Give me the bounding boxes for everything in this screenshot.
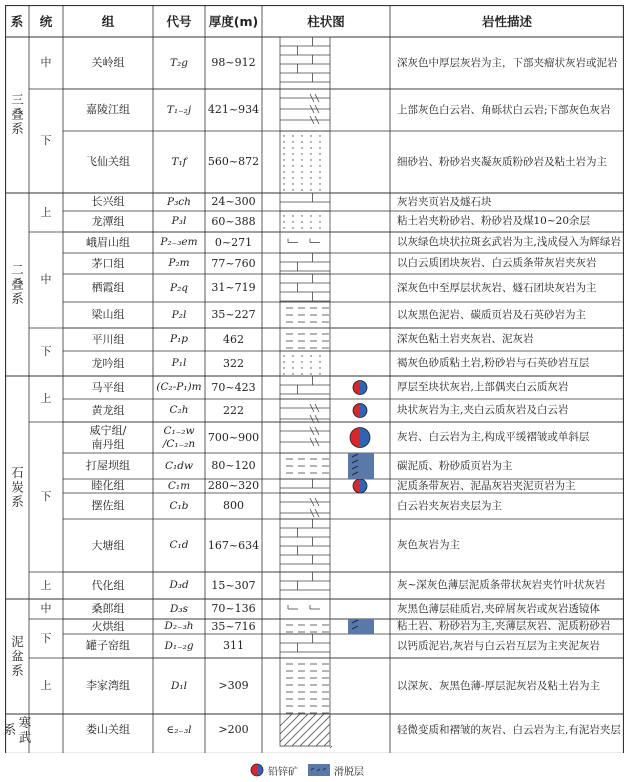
- description-1: 深灰色中厚层灰岩为主，下部夹瘤状灰岩或泥岩: [397, 56, 618, 69]
- description-20: 灰黑色薄层硅质岩,夹碎屑灰岩或灰岩透镜体: [397, 602, 600, 615]
- formation-5: 龙潭组: [91, 214, 125, 228]
- code-9: P₂l: [171, 308, 187, 321]
- series-6: 上: [40, 392, 52, 406]
- header-system: 系: [10, 13, 24, 29]
- description-22: 以钙质泥岩,灰岩与白云岩互层为主夹泥灰岩: [397, 639, 600, 652]
- description-5: 粘土岩夹粉砂岩、粉砂岩及煤10~20余层: [397, 215, 591, 228]
- thickness-6: 0~271: [214, 235, 253, 249]
- description-9: 以灰黑色泥岩、碳质页岩及石英砂岩为主: [397, 308, 586, 321]
- thickness-23: >309: [218, 679, 249, 693]
- code-6: P₂₋₃em: [160, 236, 198, 249]
- thickness-22: 311: [223, 639, 244, 653]
- description-19: 灰~深灰色薄层泥质条带状灰岩夹竹叶状灰岩: [397, 579, 606, 592]
- code-14: C₁₋₂w /C₁₋₂n: [162, 424, 196, 450]
- thickness-2: 421~934: [207, 103, 260, 117]
- formation-4: 长兴组: [91, 195, 125, 209]
- thickness-24: >200: [218, 723, 249, 737]
- code-18: C₁d: [169, 539, 189, 552]
- code-4: P₃ch: [167, 195, 191, 208]
- legend-label-ore: 铅锌矿: [268, 766, 298, 778]
- header-series: 统: [39, 13, 53, 29]
- code-11: P₁l: [171, 357, 187, 370]
- series-7: 下: [40, 490, 52, 504]
- series-3: 上: [40, 205, 52, 219]
- thickness-11: 322: [223, 356, 244, 370]
- description-11: 褐灰色砂质粘土岩,粉砂岩与石英砂岩互层: [397, 357, 590, 370]
- formation-17: 摆佐组: [91, 499, 125, 513]
- description-2: 上部灰色白云岩、角砾状白云岩;下部灰色灰岩: [397, 103, 611, 116]
- series-10: 下: [40, 631, 52, 645]
- code-16: C₁m: [167, 479, 191, 492]
- legend-label-detachment: 滑脱层: [334, 766, 364, 778]
- formation-23: 李家湾组: [86, 679, 130, 693]
- detachment-layer-icon: [308, 764, 330, 776]
- thickness-17: 800: [223, 499, 244, 513]
- system-5: 寒武系: [2, 715, 32, 745]
- legend-item-detachment: [308, 763, 364, 778]
- thickness-20: 70~136: [211, 602, 256, 616]
- thickness-7: 77~760: [211, 256, 256, 270]
- code-8: P₂q: [170, 281, 188, 294]
- formation-8: 栖霞组: [91, 281, 125, 295]
- code-13: C₂h: [169, 404, 189, 417]
- thickness-10: 462: [223, 332, 244, 346]
- description-6: 以灰绿色块状拉斑玄武岩为主,浅成侵入为辉绿岩: [397, 236, 621, 249]
- series-11: 上: [40, 679, 52, 693]
- thickness-21: 35~716: [211, 619, 256, 633]
- series-5: 下: [40, 345, 52, 359]
- system-4: 泥盆系: [9, 634, 25, 679]
- description-12: 厚层至块状灰岩,上部偶夹白云质灰岩: [397, 381, 569, 394]
- formation-21: 火烘组: [91, 619, 125, 633]
- thickness-9: 35~227: [211, 308, 256, 322]
- description-21: 粘土岩、粉砂岩为主,夹薄层灰岩、泥质粉砂岩: [397, 620, 611, 633]
- thickness-16: 280~320: [207, 479, 260, 493]
- code-15: C₁dw: [165, 459, 193, 472]
- header-code: 代号: [166, 13, 192, 29]
- legend: [250, 762, 374, 778]
- formation-12: 马平组: [91, 380, 125, 394]
- description-10: 深灰色粘土岩夹灰岩、泥灰岩: [397, 333, 534, 346]
- formation-18: 大塘组: [91, 538, 125, 552]
- code-7: P₂m: [168, 257, 190, 270]
- thickness-14: 700~900: [207, 430, 260, 444]
- thickness-13: 222: [223, 403, 244, 417]
- formation-16: 睦化组: [91, 479, 125, 493]
- code-3: T₁f: [171, 155, 187, 168]
- formation-1: 关岭组: [91, 56, 125, 70]
- description-18: 灰色灰岩为主: [397, 539, 460, 552]
- description-14: 灰岩、白云岩为主,构成平缓褶皱或单斜层: [397, 431, 590, 444]
- detachment-layer: [348, 453, 374, 479]
- description-15: 碳泥质、粉砂质页岩为主: [397, 459, 513, 472]
- lead-zinc-ore-icon: [250, 763, 264, 777]
- code-24: ∈₂₋₃l: [166, 723, 192, 736]
- system-1: 三叠系: [9, 93, 25, 137]
- description-7: 以白云质团块灰岩、白云质条带灰岩夹灰岩: [397, 257, 597, 270]
- thickness-18: 167~634: [207, 538, 260, 552]
- code-20: D₃s: [169, 602, 189, 615]
- series-4: 中: [40, 273, 52, 287]
- thickness-8: 31~719: [211, 281, 256, 295]
- description-23: 以深灰、灰黑色薄-厚层泥灰岩及粘土岩为主: [397, 679, 601, 692]
- code-1: T₂g: [170, 56, 188, 69]
- formation-22: 罐子窑组: [86, 639, 130, 653]
- formation-6: 峨眉山组: [86, 235, 130, 249]
- thickness-15: 80~120: [211, 459, 256, 473]
- code-17: C₁b: [169, 499, 189, 512]
- code-21: D₂₋₃h: [164, 620, 194, 633]
- thickness-1: 98~912: [211, 56, 256, 70]
- description-13: 块状灰岩为主,夹白云质灰岩及白云岩: [397, 404, 569, 417]
- series-8: 上: [40, 578, 52, 592]
- formation-11: 龙吟组: [91, 356, 125, 370]
- code-10: P₁p: [170, 333, 188, 346]
- thickness-5: 60~388: [211, 214, 256, 228]
- description-17: 白云岩夹灰岩夹层为主: [397, 499, 502, 512]
- thickness-12: 70~423: [211, 380, 256, 394]
- description-4: 灰岩夹页岩及燧石块: [397, 195, 492, 208]
- series-2: 下: [40, 134, 52, 148]
- code-5: P₃l: [171, 215, 187, 228]
- code-2: T₁₋₂j: [166, 103, 192, 116]
- formation-2: 嘉陵江组: [86, 103, 130, 117]
- description-8: 深灰色中至厚层状灰岩、燧石团块灰岩为主: [397, 281, 597, 294]
- system-3: 石炭系: [9, 465, 25, 510]
- description-3: 细砂岩、粉砂岩夹凝灰质粉砂岩及粘土岩为主: [397, 155, 607, 168]
- legend-item-ore: [250, 763, 298, 778]
- series-1: 中: [40, 56, 52, 70]
- formation-19: 代化组: [91, 578, 125, 592]
- formation-20: 桑郎组: [91, 602, 125, 616]
- header-column: 柱状图: [307, 13, 345, 29]
- description-16: 泥质条带灰岩、泥晶灰岩夹泥页岩为主: [397, 479, 576, 492]
- formation-9: 梁山组: [91, 308, 125, 322]
- thickness-4: 24~300: [211, 195, 256, 209]
- formation-10: 平川组: [91, 332, 125, 346]
- description-24: 轻微变质和褶皱的灰岩、白云岩为主,有泥岩夹层: [397, 723, 621, 736]
- formation-24: 娄山关组: [86, 723, 130, 737]
- header-description: 岩性描述: [481, 13, 532, 29]
- formation-3: 飞仙关组: [86, 155, 130, 169]
- detachment-layer: [348, 619, 374, 634]
- thickness-3: 560~872: [207, 155, 260, 169]
- formation-13: 黄龙组: [91, 403, 125, 417]
- code-22: D₁₋₂g: [164, 639, 194, 652]
- system-2: 二叠系: [9, 262, 25, 307]
- formation-15: 打屋坝组: [86, 459, 130, 473]
- code-23: D₁l: [171, 679, 187, 692]
- formation-14: 威宁组/ 南丹组: [89, 424, 127, 451]
- series-9: 中: [40, 602, 52, 616]
- thickness-19: 15~307: [211, 578, 256, 592]
- header-formation: 组: [101, 13, 115, 29]
- code-19: D₃d: [169, 579, 189, 592]
- code-12: (C₂-P₁)m: [156, 381, 202, 394]
- header-thickness: 厚度(m): [208, 13, 259, 29]
- formation-7: 茅口组: [91, 256, 125, 270]
